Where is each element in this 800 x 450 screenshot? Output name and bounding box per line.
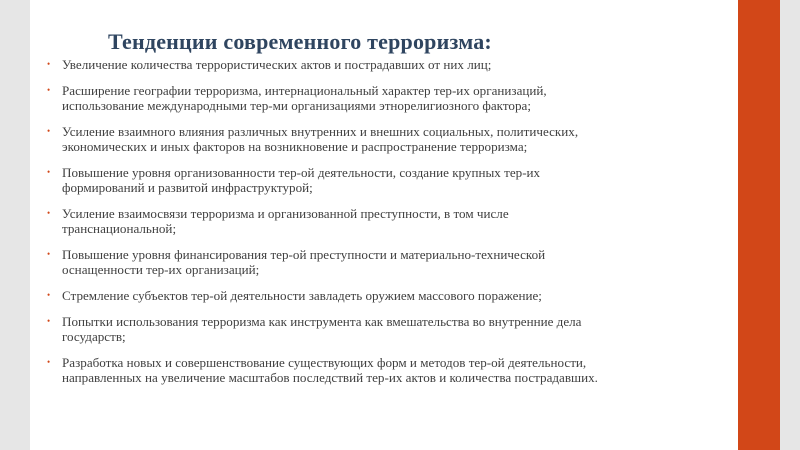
bullet-text: Повышение уровня организованности тер-ой деятельности, создание крупных тер-их формирований и развитой инфраструктурой;	[62, 165, 541, 195]
bullet-text: Увеличение количества террористических актов и пострадавших от них лиц;	[62, 57, 492, 72]
right-margin-strip	[780, 0, 800, 450]
bullet-item	[47, 247, 715, 277]
bullet-marker: •	[47, 167, 51, 177]
slide-title: Тенденции современного терроризма:	[108, 29, 492, 54]
bullet-marker: •	[47, 249, 51, 259]
bullet-text: Повышение уровня финансирования тер-ой преступности и материально-технической оснащенности тер-их организаций;	[62, 247, 546, 277]
bullet-item	[47, 124, 715, 154]
bullet-item	[47, 83, 715, 113]
bullet-marker: •	[47, 59, 51, 69]
bullet-item	[47, 206, 715, 236]
bullet-marker: •	[47, 126, 51, 136]
bullet-text: Усиление взаимного влияния различных внутренних и внешних социальных, политических, экономических и иных факторов на возникновение и распространение терроризма;	[62, 124, 579, 154]
bullet-marker: •	[47, 357, 51, 367]
bullet-marker: •	[47, 208, 51, 218]
bullet-item	[47, 314, 715, 344]
bullet-text: Попытки использования терроризма как инструмента как вмешательства во внутренние дела государств;	[62, 314, 582, 344]
bullet-text: Усиление взаимосвязи терроризма и организованной преступности, в том числе транснациональной;	[62, 206, 509, 236]
bullet-text: Разработка новых и совершенствование существующих форм и методов тер-ой деятельности, направленных на увеличение масштабов последствий тер-их актов и количества пострадавших.	[62, 355, 598, 385]
bullet-marker: •	[47, 316, 51, 326]
bullet-list	[47, 57, 715, 385]
bullet-marker: •	[47, 85, 51, 95]
bullet-text: Стремление субъектов тер-ой деятельности завладеть оружием массового поражение;	[62, 288, 542, 303]
bullet-item	[47, 288, 715, 303]
bullet-marker: •	[47, 290, 51, 300]
bullet-item	[47, 355, 715, 385]
accent-bar	[738, 0, 780, 450]
bullet-item	[47, 57, 715, 72]
bullet-text: Расширение географии терроризма, интернациональный характер тер-их организаций, использование международными тер-ми организациями этнорелигиозного фактора;	[62, 83, 547, 113]
bullet-item	[47, 165, 715, 195]
